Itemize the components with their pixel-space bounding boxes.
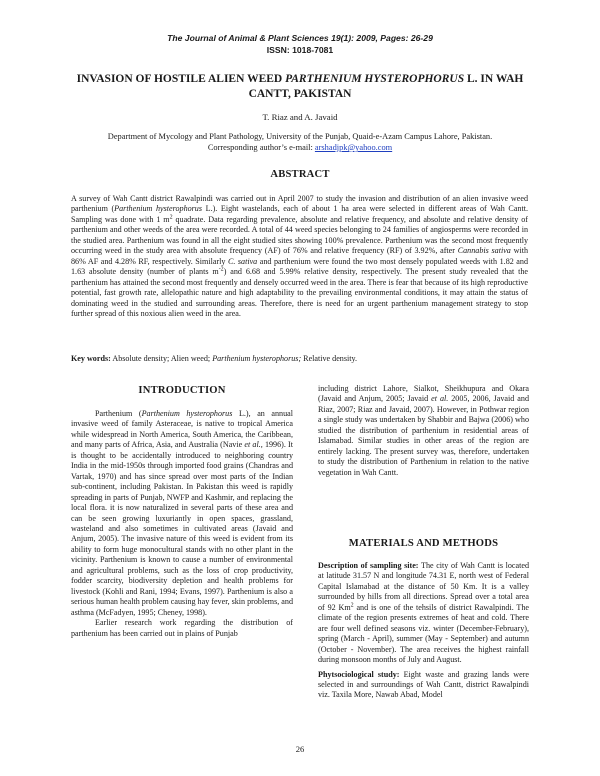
keywords: Key words: Absolute density; Alien weed; Parthenium hysterophorus; Relative density. [71, 354, 358, 363]
abstract-text: A survey of Wah Cantt district Rawalpindi was carried out in April 2007 to study the invasion and distribution of an alien invasive weed parthenium (Parthenium hysterophorus L.). Eight wastelands, each of about 1 ha area were selected in different areas of Wah Cantt. Sampling was done with 1 $m^2$ quadrate. Data regarding prevalence, absolute and relative frequency, and absolute and relative density of parthenium and other weeds of the area were recorded. A total of 44 weed species belonging to 24 families of angiosperms were recorded in the studied area. Parthenium was found in all the eight studied sites showing 100% prevalence. Parthenium was the second most frequently occurring weed in the study area with absolute frequency (AF) of 76% and relative frequency (RF) of 3.92%, after Cannabis sativa with 86% AF and 4.28% RF, respectively. Similarly C. sativa and parthenium were found the two most densely populated weeds with 1.82 and 1.63 absolute density (number of plants $m^{-2}$) and 6.68 and 5.99% relative density, respectively. The present study revealed that the parthenium has attained the second most frequently and densely occurred weed in the area. There is fear that because of its high reproductive potential, fast growth rate, allelopathic nature and high adaptability to the prevailing environmental conditions, it may attain the status of dominating weed in the studied and surrounding areas. Therefore, there is need for an urgent parthenium management strategy to stop further spread of this noxious alien weed in the area. [71, 194, 529, 318]
affiliation-block [55, 131, 545, 153]
introduction-heading: INTRODUCTION [138, 385, 226, 396]
intro-paragraph-2: Earlier research work regarding the distribution of parthenium has been carried out in plains of Punjab [71, 618, 293, 638]
left-column [71, 409, 293, 639]
phytosociological-paragraph: Phytsociological study: Eight waste and grazing lands were selected in and surroundings of Wah Cantt, district Rawalpindi viz. Taxila More, Nawab Abad, Model [318, 669, 529, 700]
paper-title: INVASION OF HOSTILE ALIEN WEED PARTHENIUM HYSTEROPHORUS L. IN WAH CANTT, PAKISTAN [76, 73, 524, 100]
right-column [318, 384, 529, 478]
page-number: 26 [295, 744, 305, 754]
abstract-heading: ABSTRACT [270, 169, 330, 180]
methods-body [318, 561, 529, 701]
affiliation: Department of Mycology and Plant Pathology, University of the Punjab, Quaid-e-Azam Campus Lahore, Pakistan. [107, 132, 493, 141]
correspondence: Corresponding author’s e-mail: arshadjpk@yahoo.com [207, 143, 393, 152]
intro-paragraph-1: Parthenium (Parthenium hysterophorus L.), an annual invasive weed of family Asteraceae, is native to tropical America while widespread in North America, South America, the Caribbean, and many parts of Africa, Asia, and Australia (Navie et al., 1996). It is thought to be accidentally introduced to neighboring country India in the mid-1950s through imported food grains (Chandras and Vartak, 1970) and has since spread over most parts of the Indian sub-continent, including Pakistan. In Pakistan this weed is rapidly spreading in parts of Punjab, NWFP and Kashmir, and replacing the local flora. it is now naturalized in several parts of these area and can be seen growing luxuriantly in open spaces, grassland, wasteland and also sometimes in cultivated areas (Javaid and Anjum, 2005). The invasive nature of this weed is evident from its ability to form huge monocultural stands with no other plant in the vicinity. Parthenium is known to cause a number of environmental and agricultural problems, such as the loss of crop productivity, fodder scarcity, biodiversity depletion and health problems for livestock (Kohli and Rani, 1994; Evans, 1997). Parthenium is also a serious human health problem causing hay fever, skin problems, and asthma (McFadyen, 1995; Cheney, 1998). [71, 409, 293, 617]
authors: T. Riaz and A. Javaid [262, 112, 338, 122]
email-link[interactable]: arshadjpk@yahoo.com [314, 143, 393, 152]
sampling-site-paragraph: Description of sampling site: The city of Wah Cantt is located at latitude 31.57 N and longitude 74.31 E, north west of Federal Capital Islamabad at the distance of 50 Km. It is a valley surrounded by hills from all directions. Spread over a total area of 92 Km$^2$ and is one of the tehsils of district Rawalpindi. The climate of the region presents extremes of heat and cold. There are four well defined seasons viz. winter (December-February), spring (March - April), summer (May - September) and autumn (October - November). The area receives the highest rainfall during monsoon months of July and August. [318, 561, 530, 665]
journal-citation: The Journal of Animal & Plant Sciences 19(1): 2009, Pages: 26-29 [167, 33, 433, 43]
issn: ISSN: 1018-7081 [266, 45, 334, 55]
intro-paragraph-2-continued: including district Lahore, Sialkot, Sheikhupura and Okara (Javaid and Anjum, 2005; Javaid et al. 2005, 2006, Javaid and Riaz, 2007; Riaz and Javaid, 2007). However, in Pothwar region a single study was undertaken by Shabbir and Bajwa (2006) who studied the distribution of parthenium in residential areas of Islamabad. Similar studies in other areas of the region are entirely lacking. The present survey was, therefore, undertaken to study the distribution of Parthenium in relation to the native vegetation in Wah Cantt. [318, 384, 529, 477]
methods-heading: MATERIALS AND METHODS [348, 538, 499, 549]
